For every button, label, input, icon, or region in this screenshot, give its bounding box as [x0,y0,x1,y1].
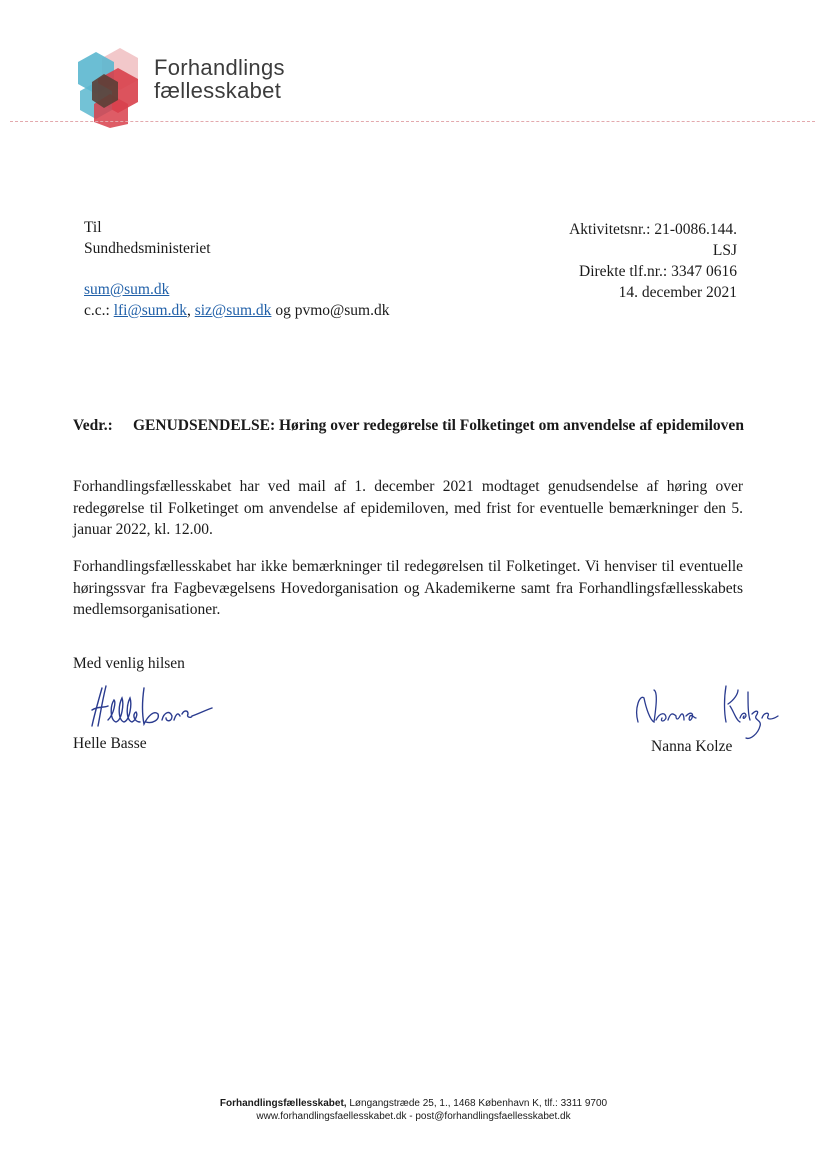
subject-line [73,415,753,436]
recipient-email-link[interactable]: sum@sum.dk [84,281,170,298]
logo-wordmark [154,56,285,102]
letter-footer [0,1098,827,1123]
cc-rest: og pvmo@sum.dk [275,302,390,319]
cc-separator: , [186,302,191,319]
cc-email-link-2[interactable]: siz@sum.dk [194,302,272,319]
recipient-name: Sundhedsministeriet [84,240,211,257]
cc-label: c.c.: [84,302,110,319]
subject-text: GENUDSENDELSE: Høring over redegørelse til Folketinget om anvendelse af epidemiloven [133,417,744,434]
letter-date: 14. december 2021 [618,284,737,301]
cc-email-link-1[interactable]: lfi@sum.dk [113,302,187,319]
footer-line-2: www.forhandlingsfaellesskabet.dk - post@forhandlingsfaellesskabet.dk [256,1110,571,1122]
activity-number: Aktivitetsnr.: 21-0086.144. [569,221,737,238]
body-paragraph-2: Forhandlingsfællesskabet har ikke bemærkninger til redegørelsen til Folketinget. Vi henviser til eventuelle høringssvar fra Fagbevægelsens Hovedorganisation og Akademikerne samt fra Forhandlingsfællesskabets medlemsorganisationer. [73,558,743,618]
footer-line-1 [0,1098,827,1111]
body-paragraph-1: Forhandlingsfællesskabet har ved mail af 1. december 2021 modtaget genudsendelse af høring over redegørelse til Folketinget om anvendelse af epidemiloven, med frist for eventuelle bemærkninger den 5. januar 2022, kl. 12.00. [73,478,743,538]
recipient-label: Til [84,219,102,236]
logo-line2: fællesskabet [154,78,282,103]
header-divider [10,121,815,122]
recipient-block [84,217,389,321]
logo-mark-icon [76,46,146,128]
logo-line1: Forhandlings [154,55,285,80]
logo [76,46,316,128]
signer-name-2: Nanna Kolze [651,738,733,755]
signature-helle-basse [88,680,213,732]
subject-label: Vedr.: [73,417,113,434]
initials: LSJ [712,242,737,259]
closing-greeting: Med venlig hilsen [73,655,185,672]
cc-line [84,300,389,321]
direct-phone: Direkte tlf.nr.: 3347 0616 [579,263,737,280]
reference-block [569,219,737,303]
footer-address: Løngangstræde 25, 1., 1468 København K, tlf.: 3311 9700 [346,1098,608,1109]
signature-nanna-kolze [632,678,782,744]
footer-org: Forhandlingsfællesskabet, [219,1098,347,1109]
signer-name-1: Helle Basse [73,735,147,752]
